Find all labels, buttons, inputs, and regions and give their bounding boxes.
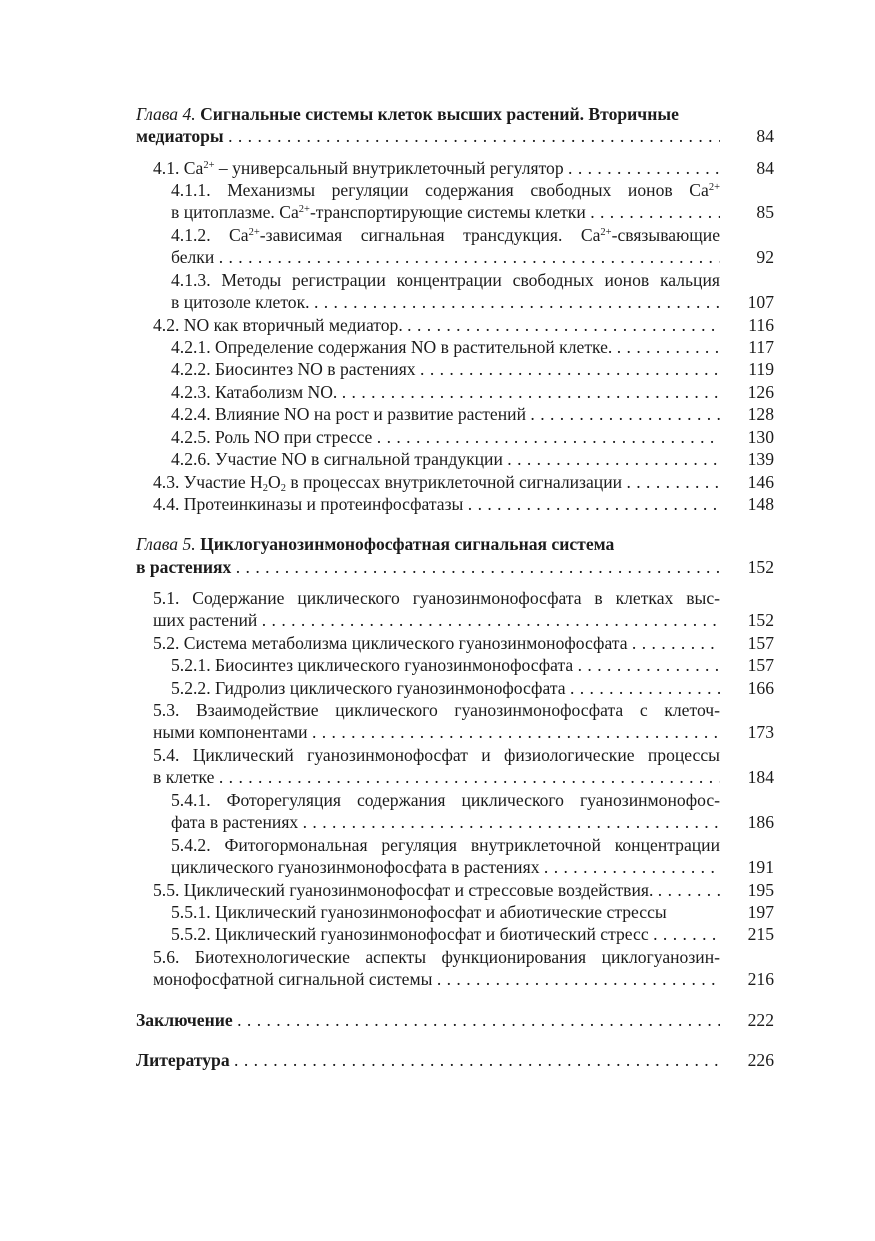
entry-number: 5.5.1.	[171, 902, 211, 922]
toc-entry-5-6: 5.6. Биотехнологические аспекты функционирования циклогуанозин-	[153, 947, 720, 967]
chapter-5-title: Циклогуанозинмонофосфатная сигнальная система	[200, 534, 615, 554]
entry-number: 4.1.2.	[171, 225, 211, 245]
toc-entry-4-1-3-page: 107	[747, 292, 774, 312]
entry-number: 5.1.	[153, 588, 180, 608]
toc-entry-4-4: 4.4. Протеинкиназы и протеинфосфатазы . . .	[153, 493, 720, 516]
toc-entry-5-1-cont: ших растений . . .	[153, 609, 720, 632]
toc-entry-4-2-1-page: 117	[748, 337, 774, 357]
entry-number: 4.2.4.	[171, 404, 211, 424]
toc-entry-5-5: 5.5. Циклический гуанозинмонофосфат и стрессовые воздействия. . . .	[153, 879, 720, 902]
toc-entry-4-1-2: 4.1.2. $Ca^{2+}$-зависимая сигнальная трансдукция. $Ca^{2+}$-связывающие	[171, 225, 720, 245]
toc-entry-literature: Литература . . .	[136, 1049, 720, 1072]
toc-entry-4-1-2-cont: белки . . .	[171, 246, 720, 269]
toc-entry-5-4-2-cont: циклического гуанозинмонофосфата в растениях . . .	[171, 856, 720, 879]
toc-entry-4-1-1-cont: в цитоплазме. $Ca^{2+}$-транспортирующие системы клетки . . .	[171, 201, 720, 224]
entry-number: 5.5.	[153, 880, 180, 900]
toc-entry-4-1-1-page: 85	[756, 202, 774, 222]
toc-entry-5-4-cont: в клетке . . .	[153, 766, 720, 789]
toc-entry-4-2-4-page: 128	[747, 404, 774, 424]
toc-entry-5-4: 5.4. Циклический гуанозинмонофосфат и физиологические процессы	[153, 745, 720, 765]
toc-entry-4-2-6: 4.2.6. Участие NO в сигнальной трандукции . . .	[171, 448, 720, 471]
toc-entry-4-1: 4.1. $Ca^{2+}$ – универсальный внутриклеточный регулятор . . .	[153, 157, 720, 180]
chapter-4-title: Сигнальные системы клеток высших растений. Вторичные	[200, 104, 679, 124]
toc-entry-5-6-page: 216	[747, 969, 774, 989]
toc-entry-5-4-1-cont: фата в растениях . . .	[171, 811, 720, 834]
toc-entry-4-2-3: 4.2.3. Катаболизм NO. . . .	[171, 381, 720, 404]
toc-entry-5-5-1: 5.5.1. Циклический гуанозинмонофосфат и абиотические стрессы	[171, 902, 667, 922]
entry-number: 4.2.1.	[171, 337, 211, 357]
toc-entry-4-1-3: 4.1.3. Методы регистрации концентрации свободных ионов кальция	[171, 270, 720, 290]
toc-entry-4-2-4: 4.2.4. Влияние NO на рост и развитие растений . . .	[171, 403, 720, 426]
toc-entry-5-2: 5.2. Система метаболизма циклического гуанозинмонофосфата . . .	[153, 632, 720, 655]
chapter-5-title-end: в растениях	[136, 557, 232, 577]
toc-entry-4-2-5: 4.2.5. Роль NO при стрессе . . .	[171, 426, 720, 449]
toc-entry-4-3: 4.3. Участие $H_2O_2$ в процессах внутриклеточной сигнализации . . .	[153, 471, 720, 494]
chapter-5-heading	[136, 533, 720, 556]
toc-entry-literature-page: 226	[747, 1050, 774, 1070]
toc-entry-4-3-page: 146	[747, 472, 774, 492]
toc-entry-4-1-1: 4.1.1. Механизмы регуляции содержания свободных ионов $Ca^{2+}$	[171, 180, 720, 200]
toc-entry-5-3: 5.3. Взаимодействие циклического гуанозинмонофосфата с клеточ-	[153, 700, 720, 720]
toc-entry-4-2: 4.2. NO как вторичный медиатор. . . .	[153, 314, 720, 337]
entry-number: 5.4.1.	[171, 790, 211, 810]
toc-entry-5-4-page: 184	[747, 767, 774, 787]
toc-entry-4-1-3-cont: в цитозоле клеток. . . .	[171, 291, 720, 314]
toc-entry-4-4-page: 148	[747, 494, 774, 514]
entry-number: 5.5.2.	[171, 924, 211, 944]
entry-number: 5.3.	[153, 700, 180, 720]
chapter-4-title-end: медиаторы	[136, 126, 224, 146]
entry-number: 4.2.2.	[171, 359, 211, 379]
toc-entry-4-2-6-page: 139	[747, 449, 774, 469]
entry-number: 5.4.2.	[171, 835, 211, 855]
entry-number: 4.1.	[153, 158, 180, 178]
toc-entry-conclusion-page: 222	[747, 1010, 774, 1030]
entry-number: 4.1.1.	[171, 180, 211, 200]
toc-entry-4-2-5-page: 130	[747, 427, 774, 447]
toc-entry-5-4-2-page: 191	[747, 857, 774, 877]
toc-entry-4-2-3-page: 126	[747, 382, 774, 402]
toc-entry-5-4-2: 5.4.2. Фитогормональная регуляция внутриклеточной концентрации	[171, 835, 720, 855]
chapter-4-heading-end	[136, 125, 720, 148]
toc-entry-5-3-page: 173	[747, 722, 774, 742]
entry-number: 4.2.	[153, 315, 180, 335]
entry-number: 4.2.6.	[171, 449, 211, 469]
chapter-5-page: 152	[747, 557, 774, 577]
chapter-5-prefix: Глава 5.	[136, 534, 196, 554]
entry-number: 5.4.	[153, 745, 180, 765]
toc-entry-4-2-2: 4.2.2. Биосинтез NO в растениях . . .	[171, 358, 720, 381]
toc-entry-5-2-1-page: 157	[747, 655, 774, 675]
entry-number: 5.2.1.	[171, 655, 211, 675]
entry-number: 4.4.	[153, 494, 180, 514]
chapter-4-page: 84	[756, 126, 774, 146]
entry-number: 4.2.5.	[171, 427, 211, 447]
toc-entry-4-2-1: 4.2.1. Определение содержания NO в растительной клетке. . . .	[171, 336, 720, 359]
toc-entry-5-5-1-page: 197	[747, 902, 774, 922]
toc-entry-5-3-cont: ными компонентами . . .	[153, 721, 720, 744]
entry-number: 5.6.	[153, 947, 180, 967]
toc-entry-conclusion: Заключение . . .	[136, 1009, 720, 1032]
chapter-4-heading	[136, 103, 720, 126]
toc-entry-5-1-page: 152	[747, 610, 774, 630]
toc-entry-5-2-page: 157	[747, 633, 774, 653]
chapter-5-heading-end	[136, 556, 720, 579]
toc-entry-4-1-2-page: 92	[756, 247, 774, 267]
toc-entry-5-2-2: 5.2.2. Гидролиз циклического гуанозинмонофосфата . . .	[171, 677, 720, 700]
toc-entry-5-6-cont: монофосфатной сигнальной системы . . .	[153, 968, 720, 991]
toc-entry-5-5-page: 195	[747, 880, 774, 900]
toc-entry-5-2-1: 5.2.1. Биосинтез циклического гуанозинмонофосфата . . .	[171, 654, 720, 677]
toc-entry-5-5-2: 5.5.2. Циклический гуанозинмонофосфат и биотический стресс . . .	[171, 923, 720, 946]
chapter-4-prefix: Глава 4.	[136, 104, 196, 124]
entry-number: 4.3.	[153, 472, 180, 492]
toc-entry-4-1-page: 84	[756, 158, 774, 178]
toc-entry-5-2-2-page: 166	[747, 678, 774, 698]
toc-entry-5-1: 5.1. Содержание циклического гуанозинмонофосфата в клетках выс-	[153, 588, 720, 608]
toc-entry-4-2-page: 116	[748, 315, 774, 335]
toc-entry-5-4-1-page: 186	[747, 812, 774, 832]
entry-number: 5.2.	[153, 633, 180, 653]
toc-entry-5-4-1: 5.4.1. Фоторегуляция содержания циклического гуанозинмонофос-	[171, 790, 720, 810]
entry-number: 4.1.3.	[171, 270, 211, 290]
toc-entry-4-2-2-page: 119	[748, 359, 774, 379]
entry-number: 5.2.2.	[171, 678, 211, 698]
entry-number: 4.2.3.	[171, 382, 211, 402]
toc-entry-5-5-2-page: 215	[747, 924, 774, 944]
